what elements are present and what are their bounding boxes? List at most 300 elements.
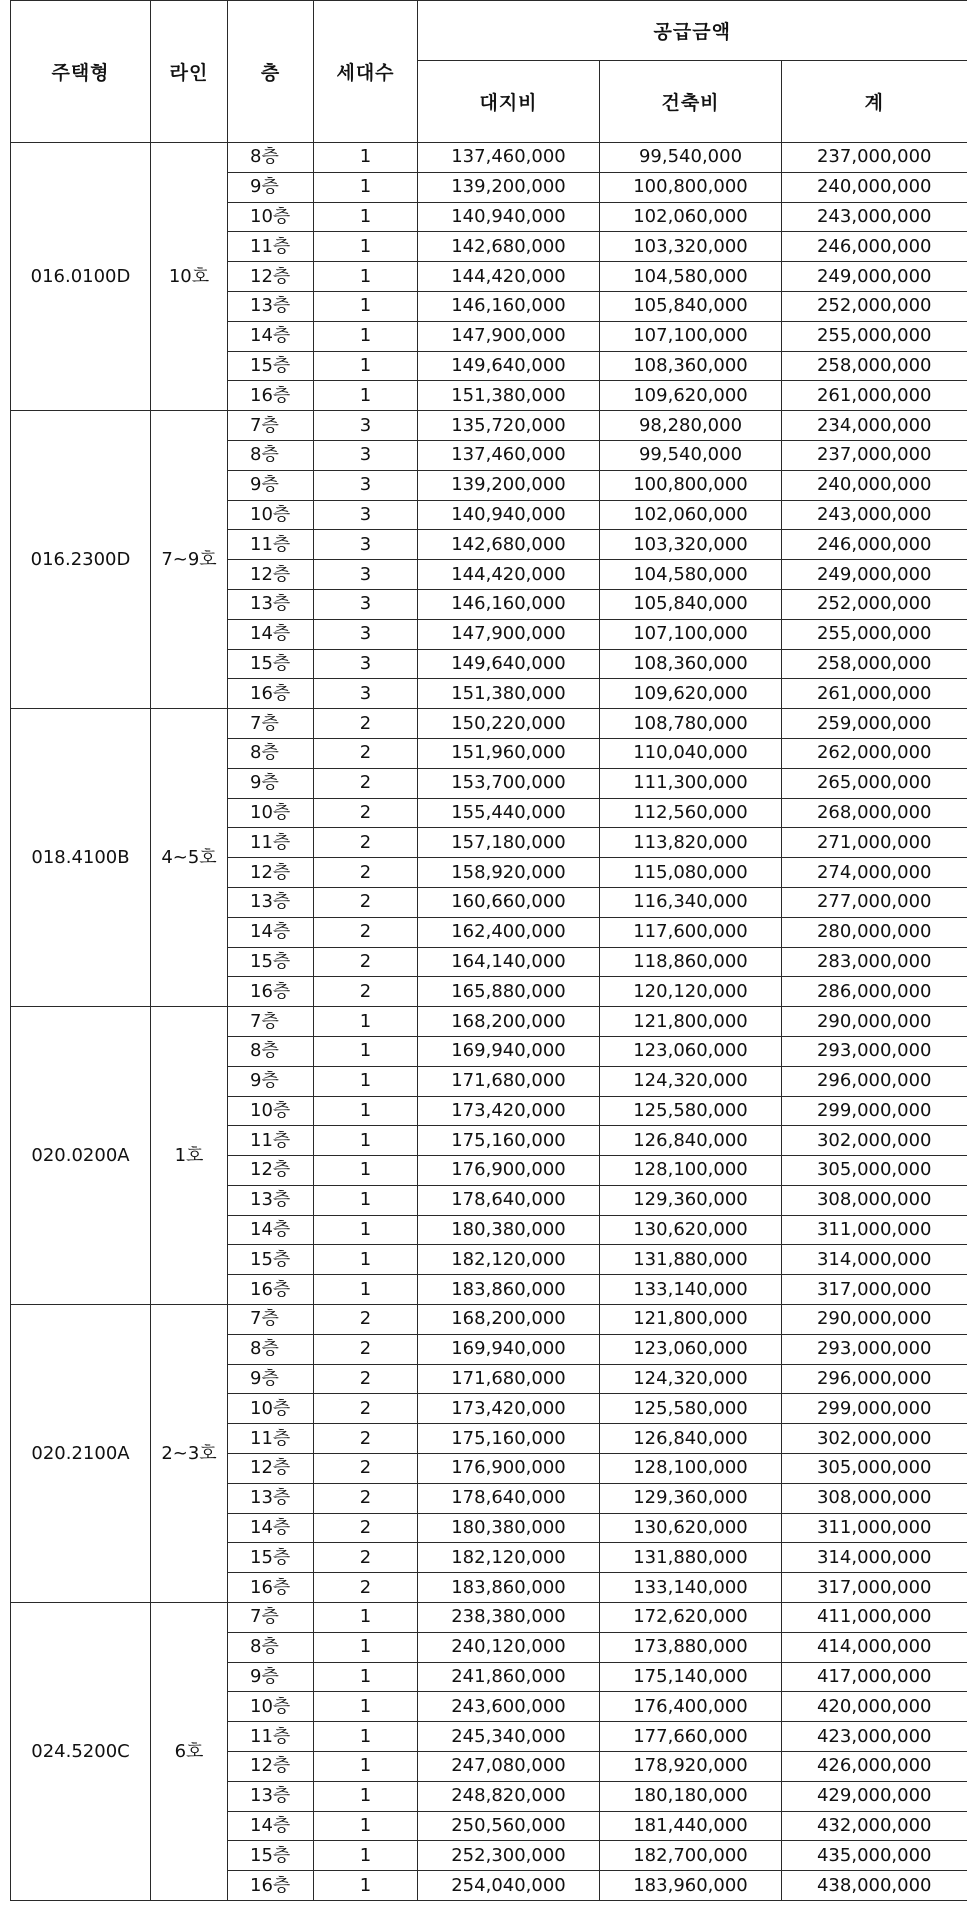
floor-cell: 12층	[228, 1156, 314, 1186]
building-cost-cell: 112,560,000	[600, 798, 782, 828]
building-cost-cell: 105,840,000	[600, 589, 782, 619]
building-cost-cell: 116,340,000	[600, 887, 782, 917]
floor-cell: 10층	[228, 1096, 314, 1126]
land-cost-cell: 146,160,000	[418, 291, 600, 321]
building-cost-cell: 102,060,000	[600, 500, 782, 530]
building-cost-cell: 104,580,000	[600, 262, 782, 292]
building-cost-cell: 108,360,000	[600, 351, 782, 381]
households-cell: 2	[314, 1424, 418, 1454]
land-cost-cell: 171,680,000	[418, 1364, 600, 1394]
total-cell: 290,000,000	[782, 1007, 967, 1037]
land-cost-cell: 149,640,000	[418, 351, 600, 381]
total-cell: 262,000,000	[782, 738, 967, 768]
total-cell: 299,000,000	[782, 1394, 967, 1424]
households-cell: 1	[314, 291, 418, 321]
total-cell: 240,000,000	[782, 172, 967, 202]
floor-cell: 16층	[228, 1871, 314, 1901]
floor-cell: 9층	[228, 768, 314, 798]
floor-cell: 15층	[228, 1543, 314, 1573]
header-households: 세대수	[314, 1, 418, 143]
unit-type-cell: 018.4100B	[11, 709, 151, 1007]
floor-cell: 16층	[228, 381, 314, 411]
header-supply-price: 공급금액	[418, 1, 967, 61]
households-cell: 1	[314, 381, 418, 411]
land-cost-cell: 169,940,000	[418, 1036, 600, 1066]
land-cost-cell: 241,860,000	[418, 1662, 600, 1692]
land-cost-cell: 173,420,000	[418, 1096, 600, 1126]
households-cell: 2	[314, 887, 418, 917]
land-cost-cell: 162,400,000	[418, 917, 600, 947]
total-cell: 268,000,000	[782, 798, 967, 828]
total-cell: 259,000,000	[782, 709, 967, 739]
building-cost-cell: 128,100,000	[600, 1454, 782, 1484]
total-cell: 252,000,000	[782, 291, 967, 321]
floor-cell: 15층	[228, 649, 314, 679]
households-cell: 1	[314, 1811, 418, 1841]
total-cell: 420,000,000	[782, 1692, 967, 1722]
land-cost-cell: 238,380,000	[418, 1603, 600, 1633]
households-cell: 1	[314, 1662, 418, 1692]
households-cell: 1	[314, 1841, 418, 1871]
floor-cell: 7층	[228, 1305, 314, 1335]
floor-cell: 8층	[228, 1334, 314, 1364]
land-cost-cell: 139,200,000	[418, 172, 600, 202]
total-cell: 246,000,000	[782, 232, 967, 262]
total-cell: 311,000,000	[782, 1215, 967, 1245]
households-cell: 1	[314, 1871, 418, 1901]
total-cell: 432,000,000	[782, 1811, 967, 1841]
households-cell: 2	[314, 1334, 418, 1364]
total-cell: 280,000,000	[782, 917, 967, 947]
floor-cell: 11층	[228, 232, 314, 262]
floor-cell: 10층	[228, 500, 314, 530]
total-cell: 277,000,000	[782, 887, 967, 917]
households-cell: 1	[314, 1603, 418, 1633]
total-cell: 305,000,000	[782, 1454, 967, 1484]
households-cell: 3	[314, 589, 418, 619]
building-cost-cell: 133,140,000	[600, 1275, 782, 1305]
total-cell: 426,000,000	[782, 1752, 967, 1782]
floor-cell: 9층	[228, 172, 314, 202]
floor-cell: 12층	[228, 560, 314, 590]
table-row	[11, 1007, 967, 1037]
floor-cell: 7층	[228, 1603, 314, 1633]
total-cell: 414,000,000	[782, 1632, 967, 1662]
households-cell: 1	[314, 1036, 418, 1066]
total-cell: 255,000,000	[782, 619, 967, 649]
total-cell: 290,000,000	[782, 1305, 967, 1335]
total-cell: 296,000,000	[782, 1066, 967, 1096]
building-cost-cell: 108,780,000	[600, 709, 782, 739]
total-cell: 314,000,000	[782, 1543, 967, 1573]
households-cell: 1	[314, 1007, 418, 1037]
total-cell: 243,000,000	[782, 500, 967, 530]
building-cost-cell: 100,800,000	[600, 470, 782, 500]
building-cost-cell: 173,880,000	[600, 1632, 782, 1662]
households-cell: 2	[314, 1483, 418, 1513]
land-cost-cell: 137,460,000	[418, 143, 600, 173]
building-cost-cell: 131,880,000	[600, 1543, 782, 1573]
households-cell: 2	[314, 709, 418, 739]
building-cost-cell: 183,960,000	[600, 1871, 782, 1901]
building-cost-cell: 126,840,000	[600, 1424, 782, 1454]
unit-type-cell: 016.0100D	[11, 143, 151, 411]
line-cell: 2~3호	[151, 1305, 228, 1603]
land-cost-cell: 248,820,000	[418, 1781, 600, 1811]
header-total: 계	[782, 61, 967, 143]
building-cost-cell: 108,360,000	[600, 649, 782, 679]
total-cell: 255,000,000	[782, 321, 967, 351]
households-cell: 2	[314, 1364, 418, 1394]
households-cell: 1	[314, 321, 418, 351]
land-cost-cell: 149,640,000	[418, 649, 600, 679]
building-cost-cell: 124,320,000	[600, 1364, 782, 1394]
building-cost-cell: 182,700,000	[600, 1841, 782, 1871]
floor-cell: 16층	[228, 977, 314, 1007]
supply-price-table	[10, 0, 967, 1901]
total-cell: 293,000,000	[782, 1334, 967, 1364]
floor-cell: 9층	[228, 1066, 314, 1096]
land-cost-cell: 150,220,000	[418, 709, 600, 739]
land-cost-cell: 245,340,000	[418, 1722, 600, 1752]
land-cost-cell: 147,900,000	[418, 321, 600, 351]
building-cost-cell: 117,600,000	[600, 917, 782, 947]
households-cell: 1	[314, 351, 418, 381]
households-cell: 2	[314, 1573, 418, 1603]
land-cost-cell: 142,680,000	[418, 530, 600, 560]
land-cost-cell: 178,640,000	[418, 1185, 600, 1215]
land-cost-cell: 140,940,000	[418, 202, 600, 232]
floor-cell: 11층	[228, 1126, 314, 1156]
land-cost-cell: 146,160,000	[418, 589, 600, 619]
floor-cell: 14층	[228, 321, 314, 351]
total-cell: 234,000,000	[782, 411, 967, 441]
land-cost-cell: 182,120,000	[418, 1245, 600, 1275]
floor-cell: 8층	[228, 440, 314, 470]
building-cost-cell: 103,320,000	[600, 232, 782, 262]
land-cost-cell: 183,860,000	[418, 1275, 600, 1305]
floor-cell: 12층	[228, 858, 314, 888]
unit-type-cell: 020.2100A	[11, 1305, 151, 1603]
building-cost-cell: 120,120,000	[600, 977, 782, 1007]
households-cell: 3	[314, 411, 418, 441]
floor-cell: 13층	[228, 291, 314, 321]
total-cell: 240,000,000	[782, 470, 967, 500]
land-cost-cell: 168,200,000	[418, 1305, 600, 1335]
households-cell: 1	[314, 1156, 418, 1186]
floor-cell: 12층	[228, 1752, 314, 1782]
households-cell: 1	[314, 202, 418, 232]
floor-cell: 9층	[228, 1364, 314, 1394]
building-cost-cell: 107,100,000	[600, 321, 782, 351]
floor-cell: 14층	[228, 619, 314, 649]
building-cost-cell: 172,620,000	[600, 1603, 782, 1633]
line-cell: 7~9호	[151, 411, 228, 709]
building-cost-cell: 107,100,000	[600, 619, 782, 649]
floor-cell: 14층	[228, 1513, 314, 1543]
total-cell: 411,000,000	[782, 1603, 967, 1633]
floor-cell: 11층	[228, 1424, 314, 1454]
land-cost-cell: 155,440,000	[418, 798, 600, 828]
total-cell: 293,000,000	[782, 1036, 967, 1066]
land-cost-cell: 160,660,000	[418, 887, 600, 917]
households-cell: 2	[314, 1454, 418, 1484]
land-cost-cell: 164,140,000	[418, 947, 600, 977]
table-header	[11, 1, 967, 143]
building-cost-cell: 115,080,000	[600, 858, 782, 888]
total-cell: 258,000,000	[782, 351, 967, 381]
floor-cell: 16층	[228, 1275, 314, 1305]
building-cost-cell: 181,440,000	[600, 1811, 782, 1841]
floor-cell: 9층	[228, 1662, 314, 1692]
total-cell: 305,000,000	[782, 1156, 967, 1186]
households-cell: 2	[314, 828, 418, 858]
building-cost-cell: 123,060,000	[600, 1334, 782, 1364]
building-cost-cell: 129,360,000	[600, 1185, 782, 1215]
households-cell: 1	[314, 1692, 418, 1722]
total-cell: 429,000,000	[782, 1781, 967, 1811]
total-cell: 283,000,000	[782, 947, 967, 977]
building-cost-cell: 109,620,000	[600, 381, 782, 411]
floor-cell: 16층	[228, 1573, 314, 1603]
floor-cell: 14층	[228, 1811, 314, 1841]
floor-cell: 13층	[228, 1483, 314, 1513]
households-cell: 1	[314, 1752, 418, 1782]
land-cost-cell: 144,420,000	[418, 262, 600, 292]
floor-cell: 8층	[228, 1036, 314, 1066]
total-cell: 317,000,000	[782, 1573, 967, 1603]
households-cell: 1	[314, 1096, 418, 1126]
building-cost-cell: 130,620,000	[600, 1513, 782, 1543]
building-cost-cell: 99,540,000	[600, 440, 782, 470]
total-cell: 249,000,000	[782, 560, 967, 590]
building-cost-cell: 111,300,000	[600, 768, 782, 798]
building-cost-cell: 100,800,000	[600, 172, 782, 202]
total-cell: 296,000,000	[782, 1364, 967, 1394]
header-floor: 층	[228, 1, 314, 143]
households-cell: 3	[314, 560, 418, 590]
total-cell: 299,000,000	[782, 1096, 967, 1126]
floor-cell: 10층	[228, 798, 314, 828]
building-cost-cell: 124,320,000	[600, 1066, 782, 1096]
floor-cell: 13층	[228, 1781, 314, 1811]
total-cell: 438,000,000	[782, 1871, 967, 1901]
building-cost-cell: 128,100,000	[600, 1156, 782, 1186]
building-cost-cell: 125,580,000	[600, 1394, 782, 1424]
households-cell: 1	[314, 143, 418, 173]
households-cell: 2	[314, 947, 418, 977]
building-cost-cell: 177,660,000	[600, 1722, 782, 1752]
total-cell: 237,000,000	[782, 440, 967, 470]
building-cost-cell: 131,880,000	[600, 1245, 782, 1275]
land-cost-cell: 140,940,000	[418, 500, 600, 530]
total-cell: 308,000,000	[782, 1483, 967, 1513]
building-cost-cell: 99,540,000	[600, 143, 782, 173]
total-cell: 308,000,000	[782, 1185, 967, 1215]
floor-cell: 14층	[228, 917, 314, 947]
households-cell: 3	[314, 679, 418, 709]
land-cost-cell: 171,680,000	[418, 1066, 600, 1096]
building-cost-cell: 118,860,000	[600, 947, 782, 977]
land-cost-cell: 176,900,000	[418, 1156, 600, 1186]
building-cost-cell: 103,320,000	[600, 530, 782, 560]
floor-cell: 11층	[228, 828, 314, 858]
floor-cell: 15층	[228, 351, 314, 381]
land-cost-cell: 252,300,000	[418, 1841, 600, 1871]
building-cost-cell: 175,140,000	[600, 1662, 782, 1692]
land-cost-cell: 169,940,000	[418, 1334, 600, 1364]
total-cell: 246,000,000	[782, 530, 967, 560]
floor-cell: 11층	[228, 1722, 314, 1752]
total-cell: 265,000,000	[782, 768, 967, 798]
households-cell: 2	[314, 768, 418, 798]
building-cost-cell: 121,800,000	[600, 1305, 782, 1335]
households-cell: 1	[314, 232, 418, 262]
total-cell: 237,000,000	[782, 143, 967, 173]
building-cost-cell: 110,040,000	[600, 738, 782, 768]
table-row	[11, 1305, 967, 1335]
total-cell: 317,000,000	[782, 1275, 967, 1305]
households-cell: 3	[314, 649, 418, 679]
households-cell: 1	[314, 172, 418, 202]
header-line: 라인	[151, 1, 228, 143]
floor-cell: 10층	[228, 202, 314, 232]
households-cell: 1	[314, 1722, 418, 1752]
households-cell: 1	[314, 1632, 418, 1662]
building-cost-cell: 125,580,000	[600, 1096, 782, 1126]
total-cell: 249,000,000	[782, 262, 967, 292]
land-cost-cell: 247,080,000	[418, 1752, 600, 1782]
floor-cell: 11층	[228, 530, 314, 560]
land-cost-cell: 158,920,000	[418, 858, 600, 888]
floor-cell: 8층	[228, 738, 314, 768]
floor-cell: 14층	[228, 1215, 314, 1245]
floor-cell: 13층	[228, 589, 314, 619]
floor-cell: 16층	[228, 679, 314, 709]
total-cell: 423,000,000	[782, 1722, 967, 1752]
table-row	[11, 709, 967, 739]
land-cost-cell: 151,380,000	[418, 381, 600, 411]
total-cell: 417,000,000	[782, 1662, 967, 1692]
building-cost-cell: 98,280,000	[600, 411, 782, 441]
total-cell: 271,000,000	[782, 828, 967, 858]
land-cost-cell: 175,160,000	[418, 1424, 600, 1454]
building-cost-cell: 178,920,000	[600, 1752, 782, 1782]
total-cell: 261,000,000	[782, 679, 967, 709]
households-cell: 3	[314, 530, 418, 560]
households-cell: 3	[314, 619, 418, 649]
building-cost-cell: 102,060,000	[600, 202, 782, 232]
land-cost-cell: 243,600,000	[418, 1692, 600, 1722]
households-cell: 3	[314, 440, 418, 470]
floor-cell: 9층	[228, 470, 314, 500]
floor-cell: 7층	[228, 1007, 314, 1037]
building-cost-cell: 180,180,000	[600, 1781, 782, 1811]
floor-cell: 15층	[228, 1245, 314, 1275]
households-cell: 1	[314, 1781, 418, 1811]
building-cost-cell: 133,140,000	[600, 1573, 782, 1603]
land-cost-cell: 183,860,000	[418, 1573, 600, 1603]
floor-cell: 15층	[228, 1841, 314, 1871]
total-cell: 261,000,000	[782, 381, 967, 411]
floor-cell: 7층	[228, 411, 314, 441]
households-cell: 1	[314, 1215, 418, 1245]
building-cost-cell: 121,800,000	[600, 1007, 782, 1037]
floor-cell: 10층	[228, 1692, 314, 1722]
table-body	[11, 143, 967, 1901]
total-cell: 311,000,000	[782, 1513, 967, 1543]
total-cell: 286,000,000	[782, 977, 967, 1007]
total-cell: 302,000,000	[782, 1126, 967, 1156]
floor-cell: 12층	[228, 262, 314, 292]
households-cell: 2	[314, 738, 418, 768]
land-cost-cell: 176,900,000	[418, 1454, 600, 1484]
floor-cell: 13층	[228, 887, 314, 917]
households-cell: 2	[314, 1543, 418, 1573]
header-type: 주택형	[11, 1, 151, 143]
households-cell: 2	[314, 917, 418, 947]
table-row	[11, 1603, 967, 1633]
building-cost-cell: 130,620,000	[600, 1215, 782, 1245]
land-cost-cell: 153,700,000	[418, 768, 600, 798]
total-cell: 435,000,000	[782, 1841, 967, 1871]
households-cell: 3	[314, 500, 418, 530]
floor-cell: 15층	[228, 947, 314, 977]
unit-type-cell: 024.5200C	[11, 1603, 151, 1901]
building-cost-cell: 105,840,000	[600, 291, 782, 321]
floor-cell: 12층	[228, 1454, 314, 1484]
households-cell: 1	[314, 1245, 418, 1275]
land-cost-cell: 165,880,000	[418, 977, 600, 1007]
land-cost-cell: 144,420,000	[418, 560, 600, 590]
total-cell: 302,000,000	[782, 1424, 967, 1454]
land-cost-cell: 240,120,000	[418, 1632, 600, 1662]
households-cell: 1	[314, 1066, 418, 1096]
building-cost-cell: 109,620,000	[600, 679, 782, 709]
land-cost-cell: 250,560,000	[418, 1811, 600, 1841]
building-cost-cell: 176,400,000	[600, 1692, 782, 1722]
households-cell: 2	[314, 858, 418, 888]
households-cell: 3	[314, 470, 418, 500]
line-cell: 10호	[151, 143, 228, 411]
floor-cell: 8층	[228, 143, 314, 173]
land-cost-cell: 139,200,000	[418, 470, 600, 500]
land-cost-cell: 151,380,000	[418, 679, 600, 709]
land-cost-cell: 254,040,000	[418, 1871, 600, 1901]
floor-cell: 10층	[228, 1394, 314, 1424]
floor-cell: 8층	[228, 1632, 314, 1662]
building-cost-cell: 126,840,000	[600, 1126, 782, 1156]
land-cost-cell: 173,420,000	[418, 1394, 600, 1424]
land-cost-cell: 182,120,000	[418, 1543, 600, 1573]
households-cell: 2	[314, 977, 418, 1007]
households-cell: 2	[314, 1305, 418, 1335]
line-cell: 1호	[151, 1007, 228, 1305]
land-cost-cell: 147,900,000	[418, 619, 600, 649]
total-cell: 243,000,000	[782, 202, 967, 232]
households-cell: 1	[314, 1275, 418, 1305]
floor-cell: 13층	[228, 1185, 314, 1215]
households-cell: 2	[314, 1513, 418, 1543]
land-cost-cell: 157,180,000	[418, 828, 600, 858]
land-cost-cell: 168,200,000	[418, 1007, 600, 1037]
households-cell: 1	[314, 1185, 418, 1215]
line-cell: 4~5호	[151, 709, 228, 1007]
unit-type-cell: 016.2300D	[11, 411, 151, 709]
households-cell: 1	[314, 262, 418, 292]
land-cost-cell: 151,960,000	[418, 738, 600, 768]
land-cost-cell: 178,640,000	[418, 1483, 600, 1513]
